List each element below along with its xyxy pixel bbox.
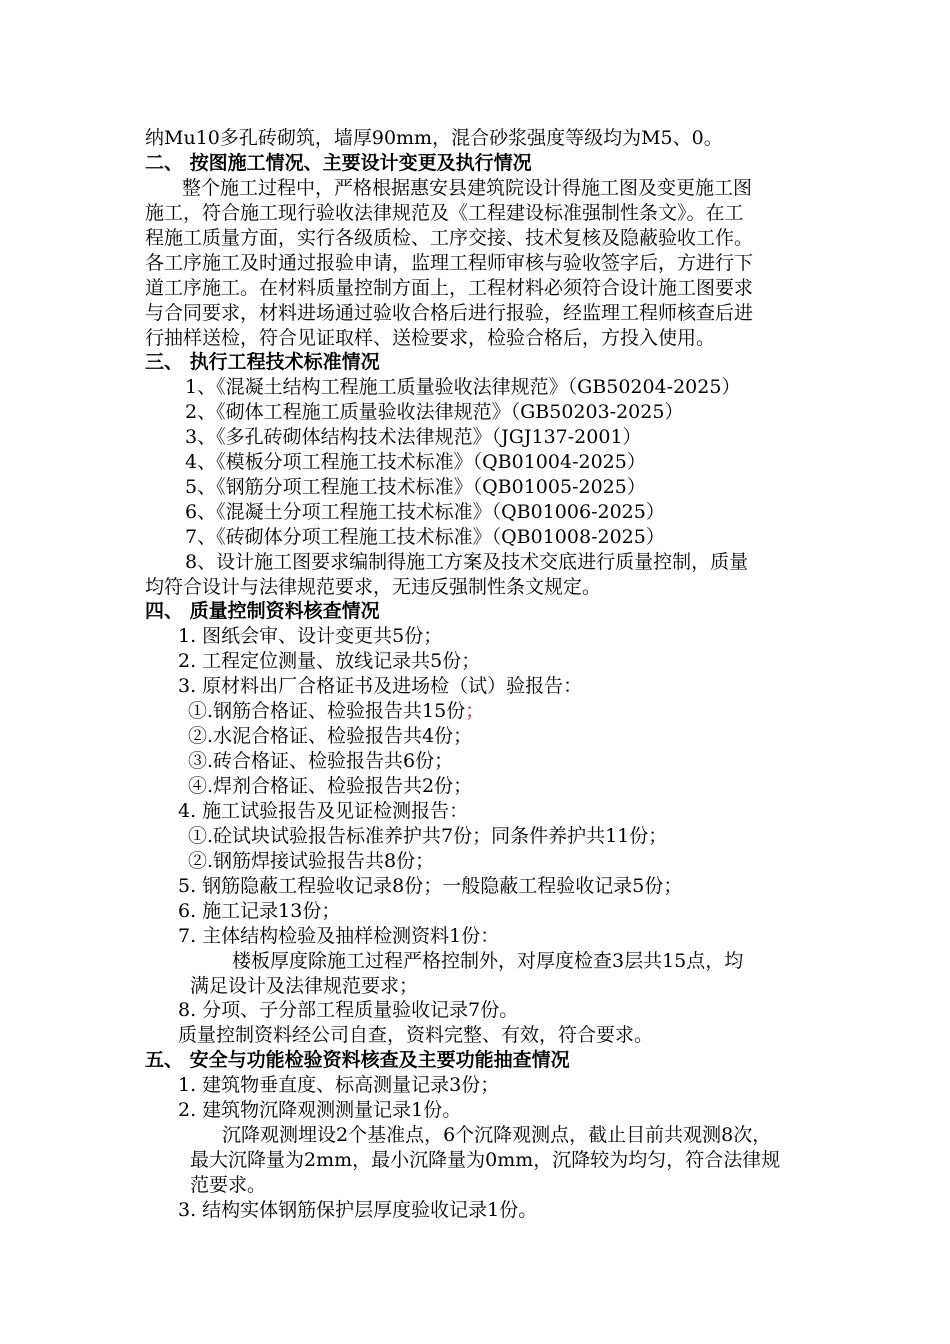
section-heading: 三、 执行工程技术标准情况 — [145, 351, 380, 373]
list-item: 5、《钢筋分项工程施工技术标准》（QB01005-2025） — [185, 476, 646, 498]
paragraph-line: 沉降观测埋设2个基准点，6个沉降观测点，截止目前共观测8次， — [222, 1124, 772, 1146]
paragraph-line: 程施工质量方面，实行各级质检、工序交接、技术复核及隐蔽验收工作。 — [145, 227, 754, 249]
paragraph-line: 行抽样送检，符合见证取样、送检要求，检验合格后，方投入使用。 — [145, 327, 716, 349]
paragraph-line: 范要求。 — [190, 1174, 267, 1196]
paragraph-line: 质量控制资料经公司自查，资料完整、有效，符合要求。 — [178, 1024, 654, 1046]
list-item: 4、《模板分项工程施工技术标准》（QB01004-2025） — [185, 451, 646, 473]
sub-list-item: ②.水泥合格证、检验报告共4份； — [188, 725, 473, 747]
list-item: 7. 主体结构检验及抽样检测资料1份： — [178, 925, 500, 947]
list-item: 3. 原材料出厂合格证书及进场检（试）验报告： — [178, 675, 583, 697]
list-item: 2. 工程定位测量、放线记录共5份； — [178, 650, 481, 672]
list-item: 3、《多孔砖砌体结构技术法律规范》（JGJ137-2001） — [185, 426, 642, 448]
paragraph-line: 整个施工过程中，严格根据惠安县建筑院设计得施工图及变更施工图 — [182, 177, 753, 199]
paragraph-line: 道工序施工。在材料质量控制方面上，工程材料必须符合设计施工图要求 — [145, 277, 754, 299]
sub-list-item — [188, 699, 484, 724]
list-item: 2、《砌体工程施工质量验收法律规范》（GB50203-2025） — [185, 401, 684, 423]
paragraph-line: 最大沉降量为2mm，最小沉降量为0mm，沉降较为均匀，符合法律规 — [190, 1149, 781, 1171]
paragraph-line: 纳Mu10多孔砖砌筑，墙厚90mm，混合砂浆强度等级均为M5、0。 — [145, 127, 723, 149]
sub-list-item: ②.钢筋焊接试验报告共8份； — [188, 850, 435, 872]
section-heading: 二、 按图施工情况、主要设计变更及执行情况 — [145, 152, 532, 174]
list-item: 3. 结构实体钢筋保护层厚度验收记录1份。 — [178, 1199, 538, 1221]
sub-list-item: ③.砖合格证、检验报告共6份； — [188, 750, 454, 772]
paragraph-line: 施工，符合施工现行验收法律规范及《工程建设标准强制性条文》。在工 — [145, 202, 744, 224]
list-item: 6. 施工记录13份； — [178, 900, 341, 922]
paragraph-line: 8、设计施工图要求编制得施工方案及技术交底进行质量控制，质量 — [185, 551, 749, 573]
paragraph-line: 楼板厚度除施工过程严格控制外，对厚度检查3层共15点，均 — [232, 950, 744, 972]
section-heading: 四、 质量控制资料核查情况 — [145, 600, 380, 622]
paragraph-line: 各工序施工及时通过报验申请，监理工程师审核与验收签字后，方进行下 — [145, 252, 754, 274]
list-item: 8. 分项、子分部工程质量验收记录7份。 — [178, 999, 519, 1021]
sub-list-text: ①.钢筋合格证、检验报告共15份 — [188, 700, 466, 722]
list-item: 2. 建筑物沉降观测测量记录1份。 — [178, 1099, 462, 1121]
red-punctuation: ； — [465, 700, 485, 722]
list-item: 7、《砖砌体分项工程施工技术标准》（QB01008-2025） — [185, 526, 665, 548]
list-item: 1、《混凝土结构工程施工质量验收法律规范》（GB50204-2025） — [185, 376, 741, 398]
paragraph-line: 满足设计及法律规范要求； — [190, 975, 419, 997]
list-item: 5. 钢筋隐蔽工程验收记录8份；一般隐蔽工程验收记录5份； — [178, 875, 683, 897]
paragraph-line: 与合同要求，材料进场通过验收合格后进行报验，经监理工程师核查后进 — [145, 302, 754, 324]
list-item: 4. 施工试验报告及见证检测报告： — [178, 800, 469, 822]
list-item: 1. 建筑物垂直度、标高测量记录3份； — [178, 1074, 500, 1096]
paragraph-line: 均符合设计与法律规范要求，无违反强制性条文规定。 — [145, 576, 602, 598]
list-item: 1. 图纸会审、设计变更共5份； — [178, 625, 443, 647]
sub-list-item: ①.砼试块试验报告标准养护共7份；同条件养护共11份； — [188, 825, 668, 847]
section-heading: 五、 安全与功能检验资料核查及主要功能抽查情况 — [145, 1049, 570, 1071]
list-item: 6、《混凝土分项工程施工技术标准》（QB01006-2025） — [185, 501, 665, 523]
sub-list-item: ④.焊剂合格证、检验报告共2份； — [188, 775, 473, 797]
